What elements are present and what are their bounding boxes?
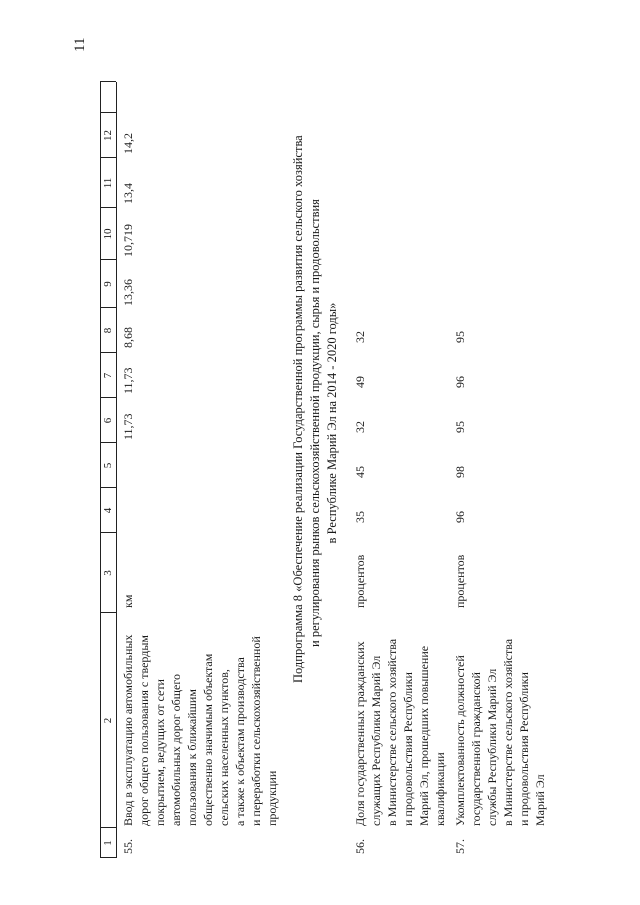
row-unit: км bbox=[121, 594, 135, 608]
row-number: 57. bbox=[453, 839, 467, 854]
row-value-7: 11,73 bbox=[121, 367, 135, 394]
col-header-11: 11 bbox=[102, 177, 114, 189]
col-header-9: 9 bbox=[102, 281, 114, 287]
row-name: Доля государственных гражданских служащих Республики Марий Эл в Министерстве сельского хозяйства и продовольствия Республики Марий Эл, прошедших повышение квалификации bbox=[353, 638, 447, 826]
subprogram-heading: Подпрограмма 8 «Обеспечение реализации Государственной программы развития сельского хозяйства и регулирования рынков сельскохозяйственной продукции, сырья и продовольствия в Республике Марий Эл на 2014 - 2020 годы» bbox=[291, 135, 339, 683]
row-value-7: 49 bbox=[353, 376, 367, 388]
row-value-4: 96 bbox=[453, 511, 467, 523]
col-header-5: 5 bbox=[102, 462, 114, 469]
row-number: 56. bbox=[353, 839, 367, 854]
row-value-5: 98 bbox=[453, 466, 467, 478]
row-value-6: 11,73 bbox=[121, 413, 135, 440]
row-value-10: 10,719 bbox=[121, 224, 135, 257]
row-value-7: 96 bbox=[453, 376, 467, 388]
row-name: Укомплектованность должностей государственной гражданской службы Республики Марий Эл в Министерстве сельского хозяйства и продовольствия Республики Марий Эл bbox=[453, 638, 547, 826]
col-header-4: 4 bbox=[102, 507, 114, 514]
row-value-6: 95 bbox=[453, 421, 467, 433]
row-value-6: 32 bbox=[353, 421, 367, 433]
row-value-9: 13,36 bbox=[121, 279, 135, 306]
row-name: Ввод в эксплуатацию автомобильных дорог общего пользования с твердым покрытием, ведущих от сети автомобильных дорог общего пользования к ближайшим общественно значимым объектам сельских населенных пунктов, а также к объектам производства и переработки сельскохозяйственной продукции bbox=[121, 634, 279, 826]
col-header-2: 2 bbox=[102, 717, 114, 724]
row-value-5: 45 bbox=[353, 466, 367, 478]
row-unit: процентов bbox=[453, 554, 467, 608]
row-value-8: 32 bbox=[353, 331, 367, 343]
col-header-3: 3 bbox=[102, 570, 114, 576]
row-unit: процентов bbox=[353, 554, 367, 608]
row-value-4: 35 bbox=[353, 511, 367, 523]
row-value-11: 13,4 bbox=[121, 183, 135, 204]
page-number: 11 bbox=[72, 37, 88, 52]
col-header-12: 12 bbox=[102, 130, 114, 141]
col-header-10: 10 bbox=[102, 228, 114, 240]
rotated-page bbox=[100, 58, 560, 858]
col-header-8: 8 bbox=[102, 327, 114, 334]
row-value-8: 8,68 bbox=[121, 327, 135, 348]
col-header-7: 7 bbox=[102, 372, 114, 379]
col-header-6: 6 bbox=[102, 417, 114, 424]
col-header-1: 1 bbox=[102, 840, 114, 846]
row-value-8: 95 bbox=[453, 331, 467, 343]
row-number: 55. bbox=[121, 839, 135, 854]
row-value-12: 14,2 bbox=[121, 133, 135, 154]
